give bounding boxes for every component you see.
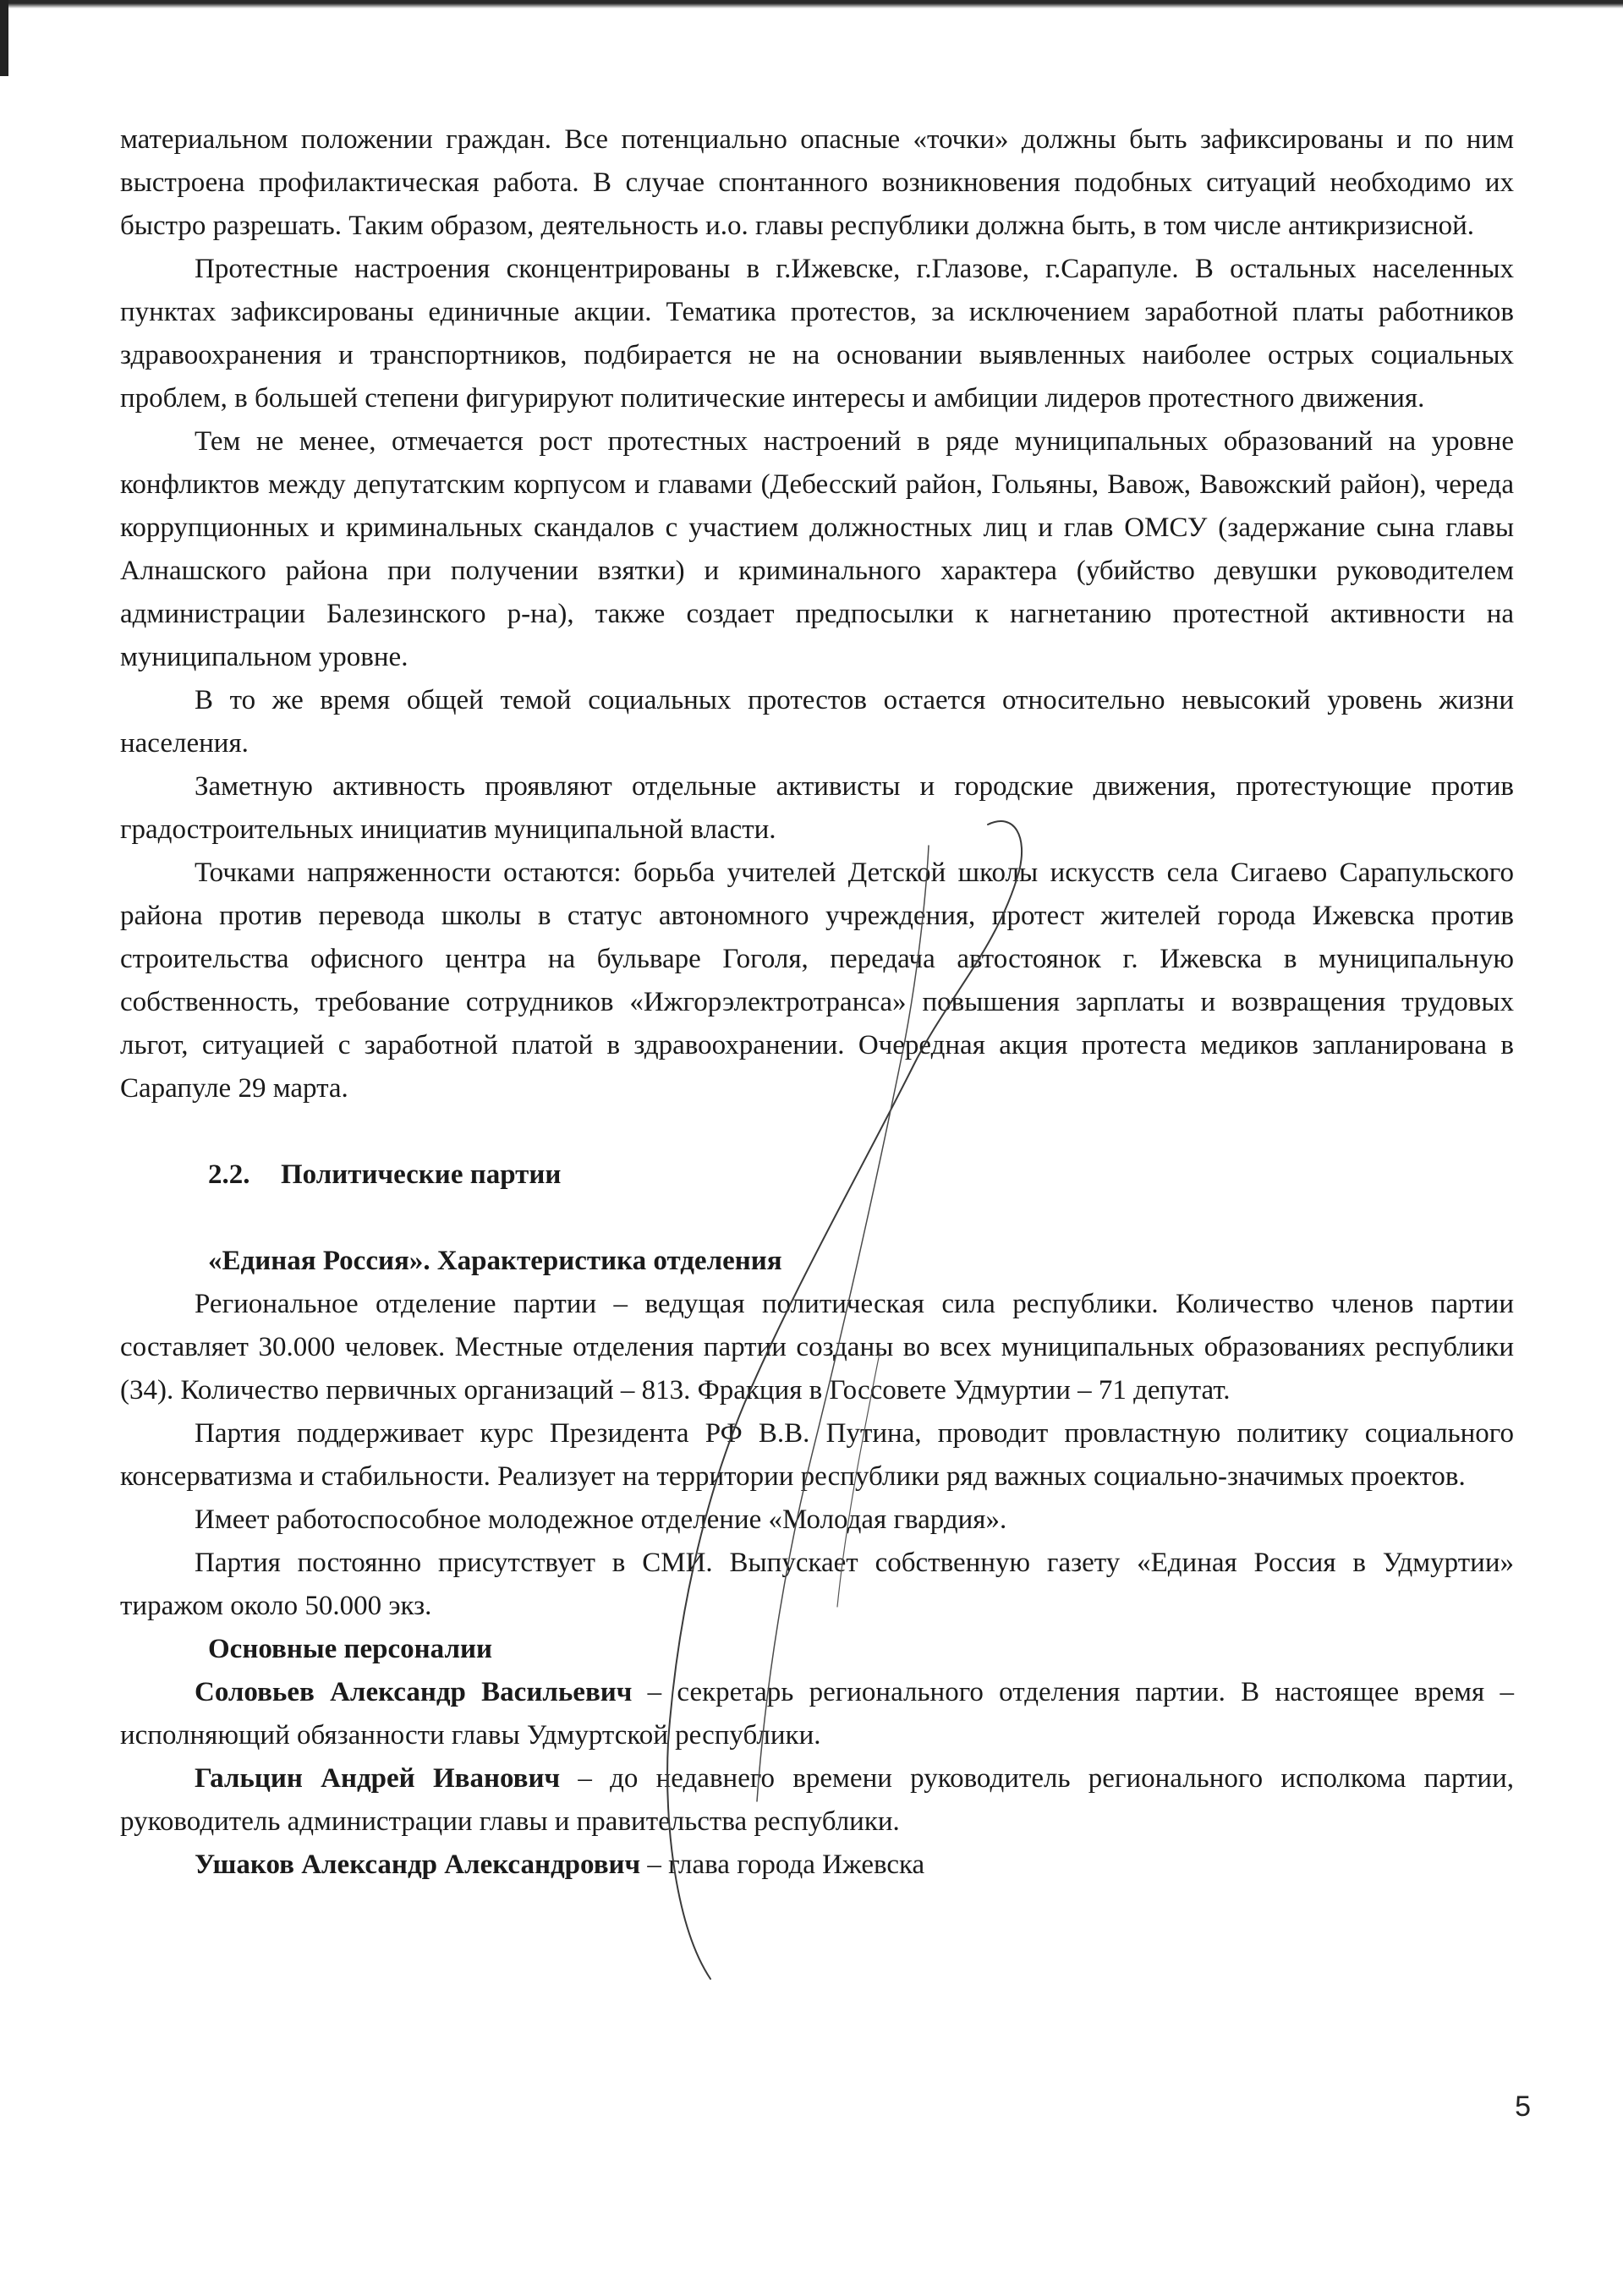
person-entry <box>120 1844 1514 1887</box>
section-heading <box>120 1153 1514 1197</box>
person-entry <box>120 1671 1514 1757</box>
paragraph: Имеет работоспособное молодежное отделение «Молодая гвардия». <box>195 1504 1007 1535</box>
section-title: Политические партии <box>281 1159 562 1190</box>
person-description: – глава города Ижевска <box>640 1849 925 1880</box>
paragraph: Заметную активность проявляют отдельные активисты и городские движения, протестующие против градостроительных инициатив муниципальной власти. <box>120 771 1514 845</box>
person-description: – секретарь регионального отделения партии. В настоящее время – исполняющий обязанности главы Удмуртской республики. <box>120 1677 1514 1751</box>
person-name: Соловьев Александр Васильевич <box>195 1677 633 1707</box>
person-name: Ушаков Александр Александрович <box>195 1849 641 1880</box>
section-number: 2.2. <box>208 1159 250 1190</box>
person-description: – до недавнего времени руководитель регионального исполкома партии, руководитель администрации главы и правительства республики. <box>120 1763 1515 1837</box>
person-entry <box>120 1757 1514 1844</box>
personalities-heading: Основные персоналии <box>208 1634 493 1664</box>
scan-top-edge <box>0 0 1623 8</box>
page-number: 5 <box>1515 2091 1531 2123</box>
person-name: Гальцин Андрей Иванович <box>195 1763 561 1794</box>
subsection-heading: «Единая Россия». Характеристика отделения <box>208 1246 782 1276</box>
paragraph: Партия постоянно присутствует в СМИ. Выпускает собственную газету «Единая Россия в Удмуртии» тиражом около 50.000 экз. <box>120 1548 1514 1621</box>
paragraph: Точками напряженности остаются: борьба учителей Детской школы искусств села Сигаево Сарапульского района против перевода школы в статус автономного учреждения, протест жителей города Ижевска против строительства офисного центра на бульваре Гоголя, передача автостоянок г. Ижевска в муниципальную собственность, требование сотрудников «Ижгорэлектротранса» повышения зарплаты и возвращения трудовых льгот, ситуацией с заработной платой в здравоохранении. Очередная акция протеста медиков запланирована в Сарапуле 29 марта. <box>120 858 1514 1104</box>
paragraph: Тем не менее, отмечается рост протестных настроений в ряде муниципальных образований на уровне конфликтов между депутатским корпусом и главами (Дебесский район, Гольяны, Вавож, Вавожский район), череда коррупционных и криминальных скандалов с участием должностных лиц и глав ОМСУ (задержание сына главы Алнашского района при получении взятки) и криминального характера (убийство девушки руководителем администрации Балезинского р-на), также создает предпосылки к нагнетанию протестной активности на муниципальном уровне. <box>120 426 1514 672</box>
paragraph: В то же время общей темой социальных протестов остается относительно невысокий уровень жизни населения. <box>120 685 1514 759</box>
paragraph: Партия поддерживает курс Президента РФ В.В. Путина, проводит провластную политику социального консерватизма и стабильности. Реализует на территории республики ряд важных социально-значимых проектов. <box>120 1418 1514 1492</box>
paragraph: материальном положении граждан. Все потенциально опасные «точки» должны быть зафиксированы и по ним выстроена профилактическая работа. В случае спонтанного возникновения подобных ситуаций необходимо их быстро разрешать. Таким образом, деятельность и.о. главы республики должна быть, в том числе антикризисной. <box>120 124 1514 241</box>
paragraph: Региональное отделение партии – ведущая политическая сила республики. Количество членов партии составляет 30.000 человек. Местные отделения партии созданы во всех муниципальных образованиях республики (34). Количество первичных организаций – 813. Фракция в Госсовете Удмуртии – 71 депутат. <box>120 1289 1514 1406</box>
document-body <box>120 118 1514 1887</box>
paragraph: Протестные настроения сконцентрированы в г.Ижевске, г.Глазове, г.Сарапуле. В остальных населенных пунктах зафиксированы единичные акции. Тематика протестов, за исключением заработной платы работников здравоохранения и транспортников, подбирается не на основании выявленных наиболее острых социальных проблем, в большей степени фигурируют политические интересы и амбиции лидеров протестного движения. <box>120 254 1514 414</box>
scan-left-edge <box>0 0 8 76</box>
